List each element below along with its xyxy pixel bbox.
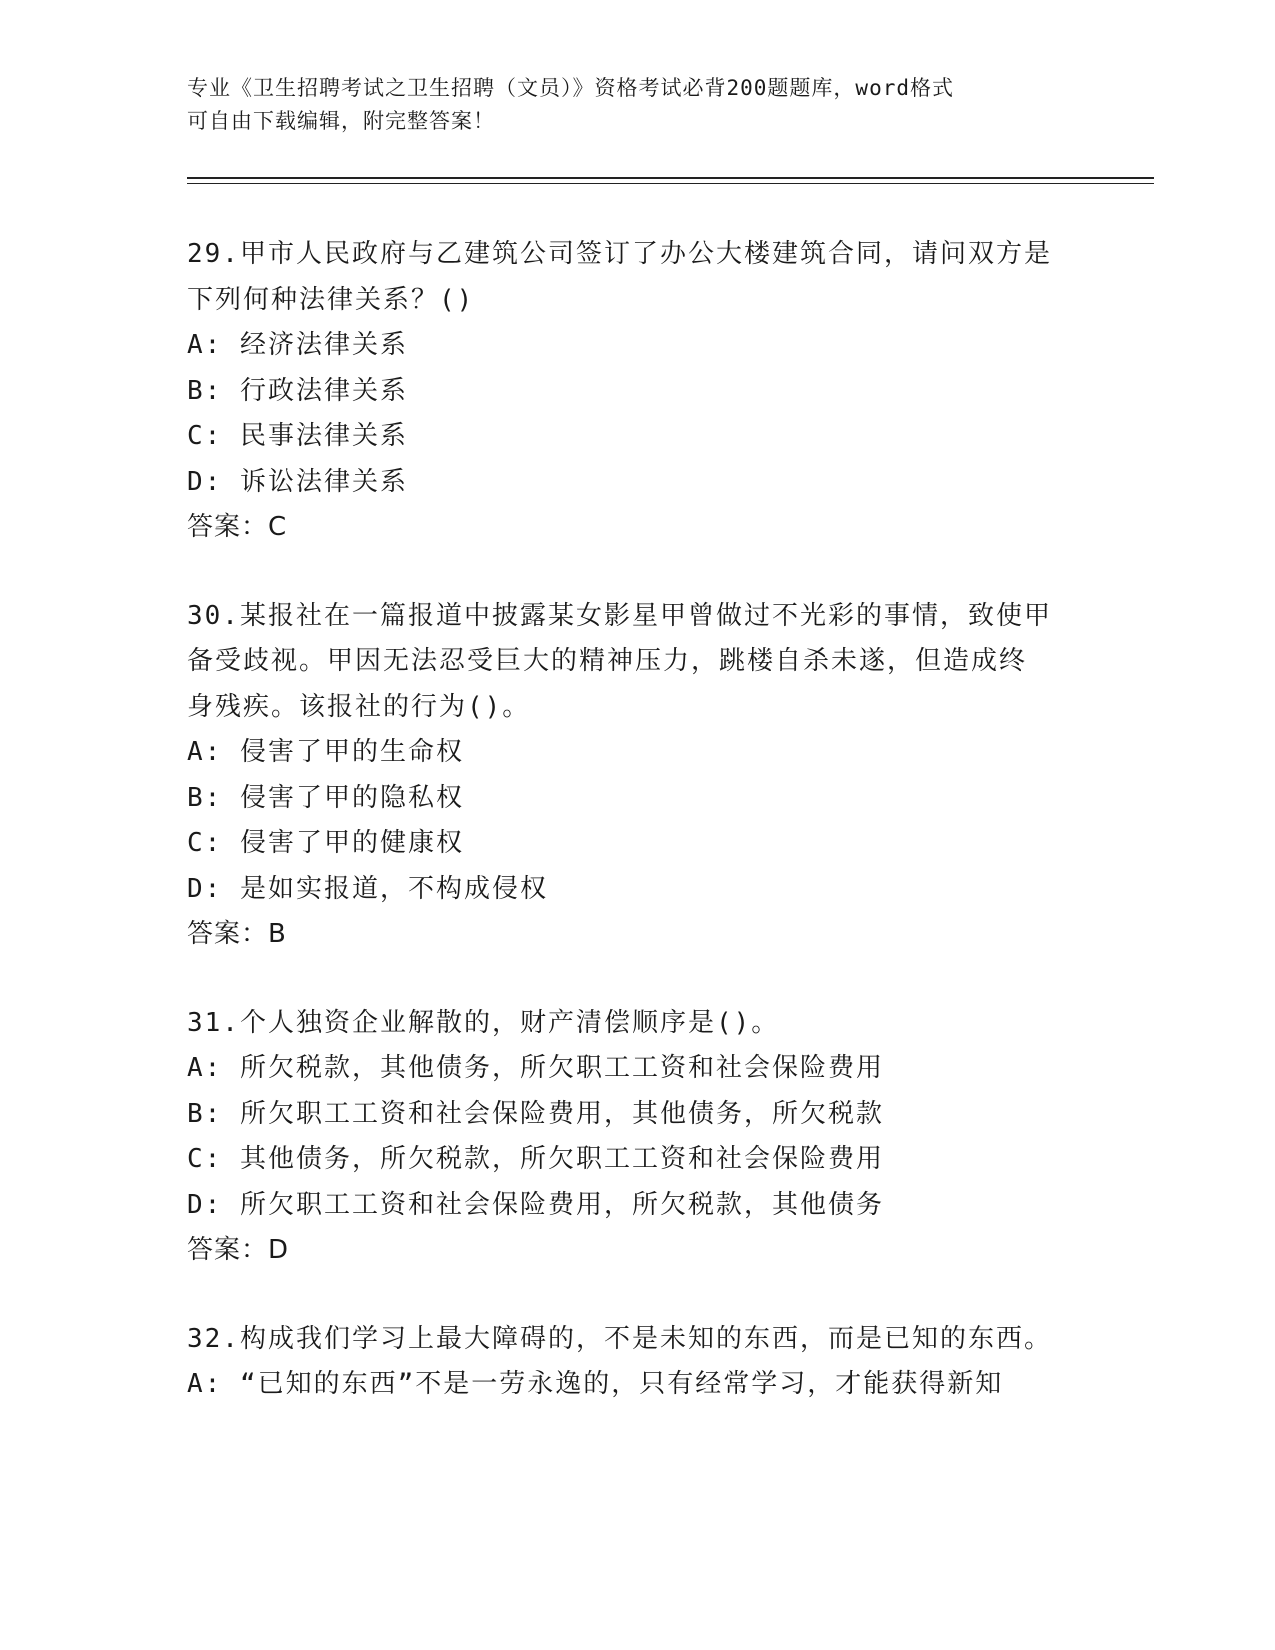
option-d: D: 所欠职工工资和社会保险费用，所欠税款，其他债务: [187, 1189, 884, 1220]
answer-label: 答案：C: [187, 512, 288, 542]
header-line-2: 可自由下载编辑，附完整答案！: [187, 109, 495, 133]
option-b: B: 所欠职工工资和社会保险费用，其他债务，所欠税款: [187, 1098, 884, 1129]
option-c: C: 民事法律关系: [187, 421, 408, 451]
question-stem-line: 备受歧视。甲因无法忍受巨大的精神压力，跳楼自杀未遂，但造成终: [187, 646, 1028, 676]
question-31: [187, 1001, 1087, 1274]
option-b: B: 侵害了甲的隐私权: [187, 782, 464, 813]
header-line-1: 专业《卫生招聘考试之卫生招聘（文员）》资格考试必背200题题库，word格式: [187, 76, 954, 100]
question-stem-line: 31.个人独资企业解散的，财产清偿顺序是()。: [187, 1007, 780, 1038]
option-b: B: 行政法律关系: [187, 375, 408, 406]
question-29: [187, 232, 1087, 551]
option-d: D: 诉讼法律关系: [187, 466, 408, 497]
question-stem-line: 29.甲市人民政府与乙建筑公司签订了办公大楼建筑合同，请问双方是: [187, 239, 1052, 269]
header-divider-thin: [187, 183, 1154, 184]
answer-label: 答案：D: [187, 1235, 290, 1265]
document-header: [187, 72, 1087, 138]
question-32: [187, 1317, 1087, 1408]
option-a: A: 所欠税款，其他债务，所欠职工工资和社会保险费用: [187, 1053, 884, 1083]
question-stem-line: 32.构成我们学习上最大障碍的，不是未知的东西，而是已知的东西。: [187, 1323, 1052, 1354]
header-divider-thick: [187, 177, 1154, 179]
option-a: A: 经济法律关系: [187, 330, 408, 360]
question-30: [187, 594, 1087, 958]
option-c: C: 其他债务，所欠税款，所欠职工工资和社会保险费用: [187, 1144, 884, 1174]
answer-label: 答案：B: [187, 919, 287, 949]
question-stem-line: 30.某报社在一篇报道中披露某女影星甲曾做过不光彩的事情，致使甲: [187, 600, 1052, 631]
question-list: [187, 232, 1087, 1451]
option-d: D: 是如实报道，不构成侵权: [187, 873, 548, 904]
option-a: A: “已知的东西”不是一劳永逸的，只有经常学习，才能获得新知: [187, 1369, 1004, 1399]
option-c: C: 侵害了甲的健康权: [187, 828, 464, 858]
question-stem-line: 身残疾。该报社的行为()。: [187, 691, 531, 722]
question-stem-line: 下列何种法律关系？(): [187, 284, 475, 315]
option-a: A: 侵害了甲的生命权: [187, 737, 464, 767]
